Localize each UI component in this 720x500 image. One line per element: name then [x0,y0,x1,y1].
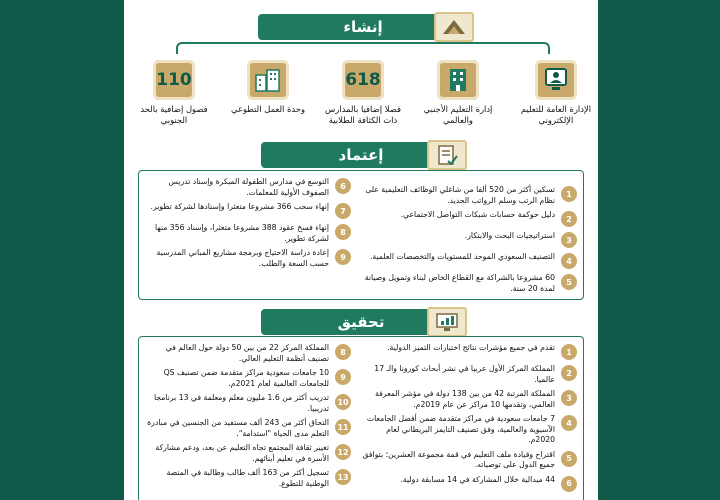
item-number-badge: 2 [561,365,577,381]
list-item [145,248,351,269]
item-text: 7 جامعات سعودية في مراكز متقدمة ضمن أفضل الجامعات الآسيوية والعالمية، وفق تصنيف التايمز البريطاني لعام 2020م. [366,414,555,444]
item-text: اقتراح وقيادة ملف التعليم في قمة مجموعة العشرين؛ بتوافق جميع الدول على توصياته. [362,449,555,469]
accreditation-left-column [145,177,351,273]
item-number-badge: 8 [335,224,351,240]
item-number-badge: 3 [561,232,577,248]
list-item [145,468,351,489]
document-approve-icon [427,140,467,170]
achievement-panel [138,336,584,500]
item-number-badge: 8 [335,344,351,360]
list-item [361,389,577,410]
item-number-badge: 10 [335,394,351,410]
item-number-badge: 7 [335,203,351,219]
item-text: تسكين أكثر من 520 ألفا من شاغلي الوظائف التعليمية على نظام الرتب وسلم الرواتب الجديد. [365,185,555,205]
list-item [361,450,577,471]
section-title-insha [258,14,468,40]
item-number-badge: 5 [561,451,577,467]
item-number-badge: 6 [561,476,577,492]
section-title-tahqiq [261,309,461,335]
list-item [361,475,577,492]
list-item [361,231,577,248]
monitor-chart-icon [427,307,467,337]
item-text: تسجيل أكثر من 163 ألف طالب وطالبة في المنصة الوطنية للتطوع. [166,468,329,488]
item-number-badge: 9 [335,369,351,385]
stat-item [516,60,596,126]
accreditation-right-column [361,185,577,298]
item-text: التوسع في مدارس الطفولة المبكرة وإسناد تدريس الصفوف الأولية للمعلمات. [168,177,329,197]
stat-item [134,60,214,126]
item-text: التحاق أكثر من 243 ألف مستفيد من الجنسين في مبادرة التعلم مدى الحياة "استدامة". [147,418,329,438]
item-number-badge: 1 [561,186,577,202]
item-text: إعادة دراسة الاحتياج وبرمجة مشاريع المباني المدرسية حسب السعة والطلب. [156,248,329,268]
item-number-badge: 1 [561,344,577,360]
pyramid-icon [434,12,474,42]
item-number-badge: 11 [335,419,351,435]
item-number-badge: 2 [561,211,577,227]
stat-number-badge [153,60,195,100]
list-item [145,368,351,389]
section-title-text: تحقيق [337,313,385,331]
building-icon [437,60,479,100]
list-item [361,210,577,227]
item-number-badge: 4 [561,253,577,269]
item-text: تغيير ثقافة المجتمع تجاه التعليم عن بعد، ودعم مشاركة الأسرة في تعليم أبنائهم. [155,443,329,463]
item-text: إنهاء سحب 366 مشروعا متعثرا وإسنادها لشركة تطوير. [150,202,329,211]
achievement-right-column [361,343,577,496]
item-text: 10 جامعات سعودية مراكز متقدمة ضمن تصنيف QS للجامعات العالمية لعام 2021م. [163,368,329,388]
section-title-text: إنشاء [343,18,383,36]
item-number-badge: 13 [335,469,351,485]
item-text: تقدم في جميع مؤشرات نتائج اختبارات التميز الدولية. [387,343,555,352]
list-item [361,185,577,206]
item-text: إنهاء فسخ عقود 388 مشروعا متعثرا، وإسناد 356 منها لشركة تطوير. [155,223,329,243]
stat-number: 618 [345,70,381,90]
stats-connector-line [176,42,550,54]
list-item [361,414,577,446]
stat-item [418,60,498,126]
item-text: دليل حوكمة حسابات شبكات التواصل الاجتماعي. [400,210,555,219]
stat-label: وحدة العمل التطوعي [230,104,305,114]
person-screen-icon [535,60,577,100]
section-title-itimad [261,142,461,168]
item-number-badge: 4 [561,415,577,431]
item-text: استراتيجيات البحث والابتكار. [464,231,555,240]
list-item [361,252,577,269]
list-item [145,177,351,198]
list-item [145,223,351,244]
stat-label: فصول إضافية بالحد الجنوبي [140,104,208,125]
list-item [361,364,577,385]
section-title-text: إعتماد [338,146,384,164]
stat-label: إدارة التعليم الأجنبي والعالمي [423,104,493,125]
infographic-sheet [124,0,598,500]
buildings-icon [247,60,289,100]
item-text: المملكة المركز 22 من بين 50 دولة حول العالم في تصنيف أنظمة التعليم العالي. [165,343,329,363]
item-number-badge: 5 [561,274,577,290]
stat-label: الإدارة العامة للتعليم الإلكتروني [520,104,592,125]
achievement-left-column [145,343,351,493]
item-number-badge: 12 [335,444,351,460]
list-item [145,343,351,364]
stat-item [228,60,308,115]
item-text: التصنيف السعودي الموحد للمستويات والتخصصات العلمية. [369,252,555,261]
item-text: المملكة المركز الأول عربيا في نشر أبحاث كورونا والـ 17 عالميا. [374,364,555,384]
item-text: 44 ميدالية خلال المشاركة في 14 مسابقة دولية. [400,474,555,484]
stat-number: 110 [156,70,192,90]
list-item [361,343,577,360]
stat-number-badge [342,60,384,100]
item-number-badge: 6 [335,178,351,194]
accreditation-panel [138,170,584,300]
list-item [145,202,351,219]
list-item [145,443,351,464]
item-text: 60 مشروعا بالشراكة مع القطاع الخاص لبناء وتمويل وصيانة لمدة 20 سنة. [364,273,555,293]
item-text: تدريب أكثر من 1.6 مليون معلم ومعلمة في 13 برنامجا تدريبيا. [153,393,329,413]
item-number-badge: 3 [561,390,577,406]
list-item [145,393,351,414]
stat-item [323,60,403,126]
stat-label: فصلا إضافيا بالمدارس ذات الكثافة الطلابية [325,104,401,125]
item-text: المملكة المرتبة 42 من بين 138 دولة في مؤشر المعرفة العالمي، وتقدمها 10 مراكز عن عام 2019م. [375,389,555,409]
list-item [145,418,351,439]
list-item [361,273,577,294]
item-number-badge: 9 [335,249,351,265]
